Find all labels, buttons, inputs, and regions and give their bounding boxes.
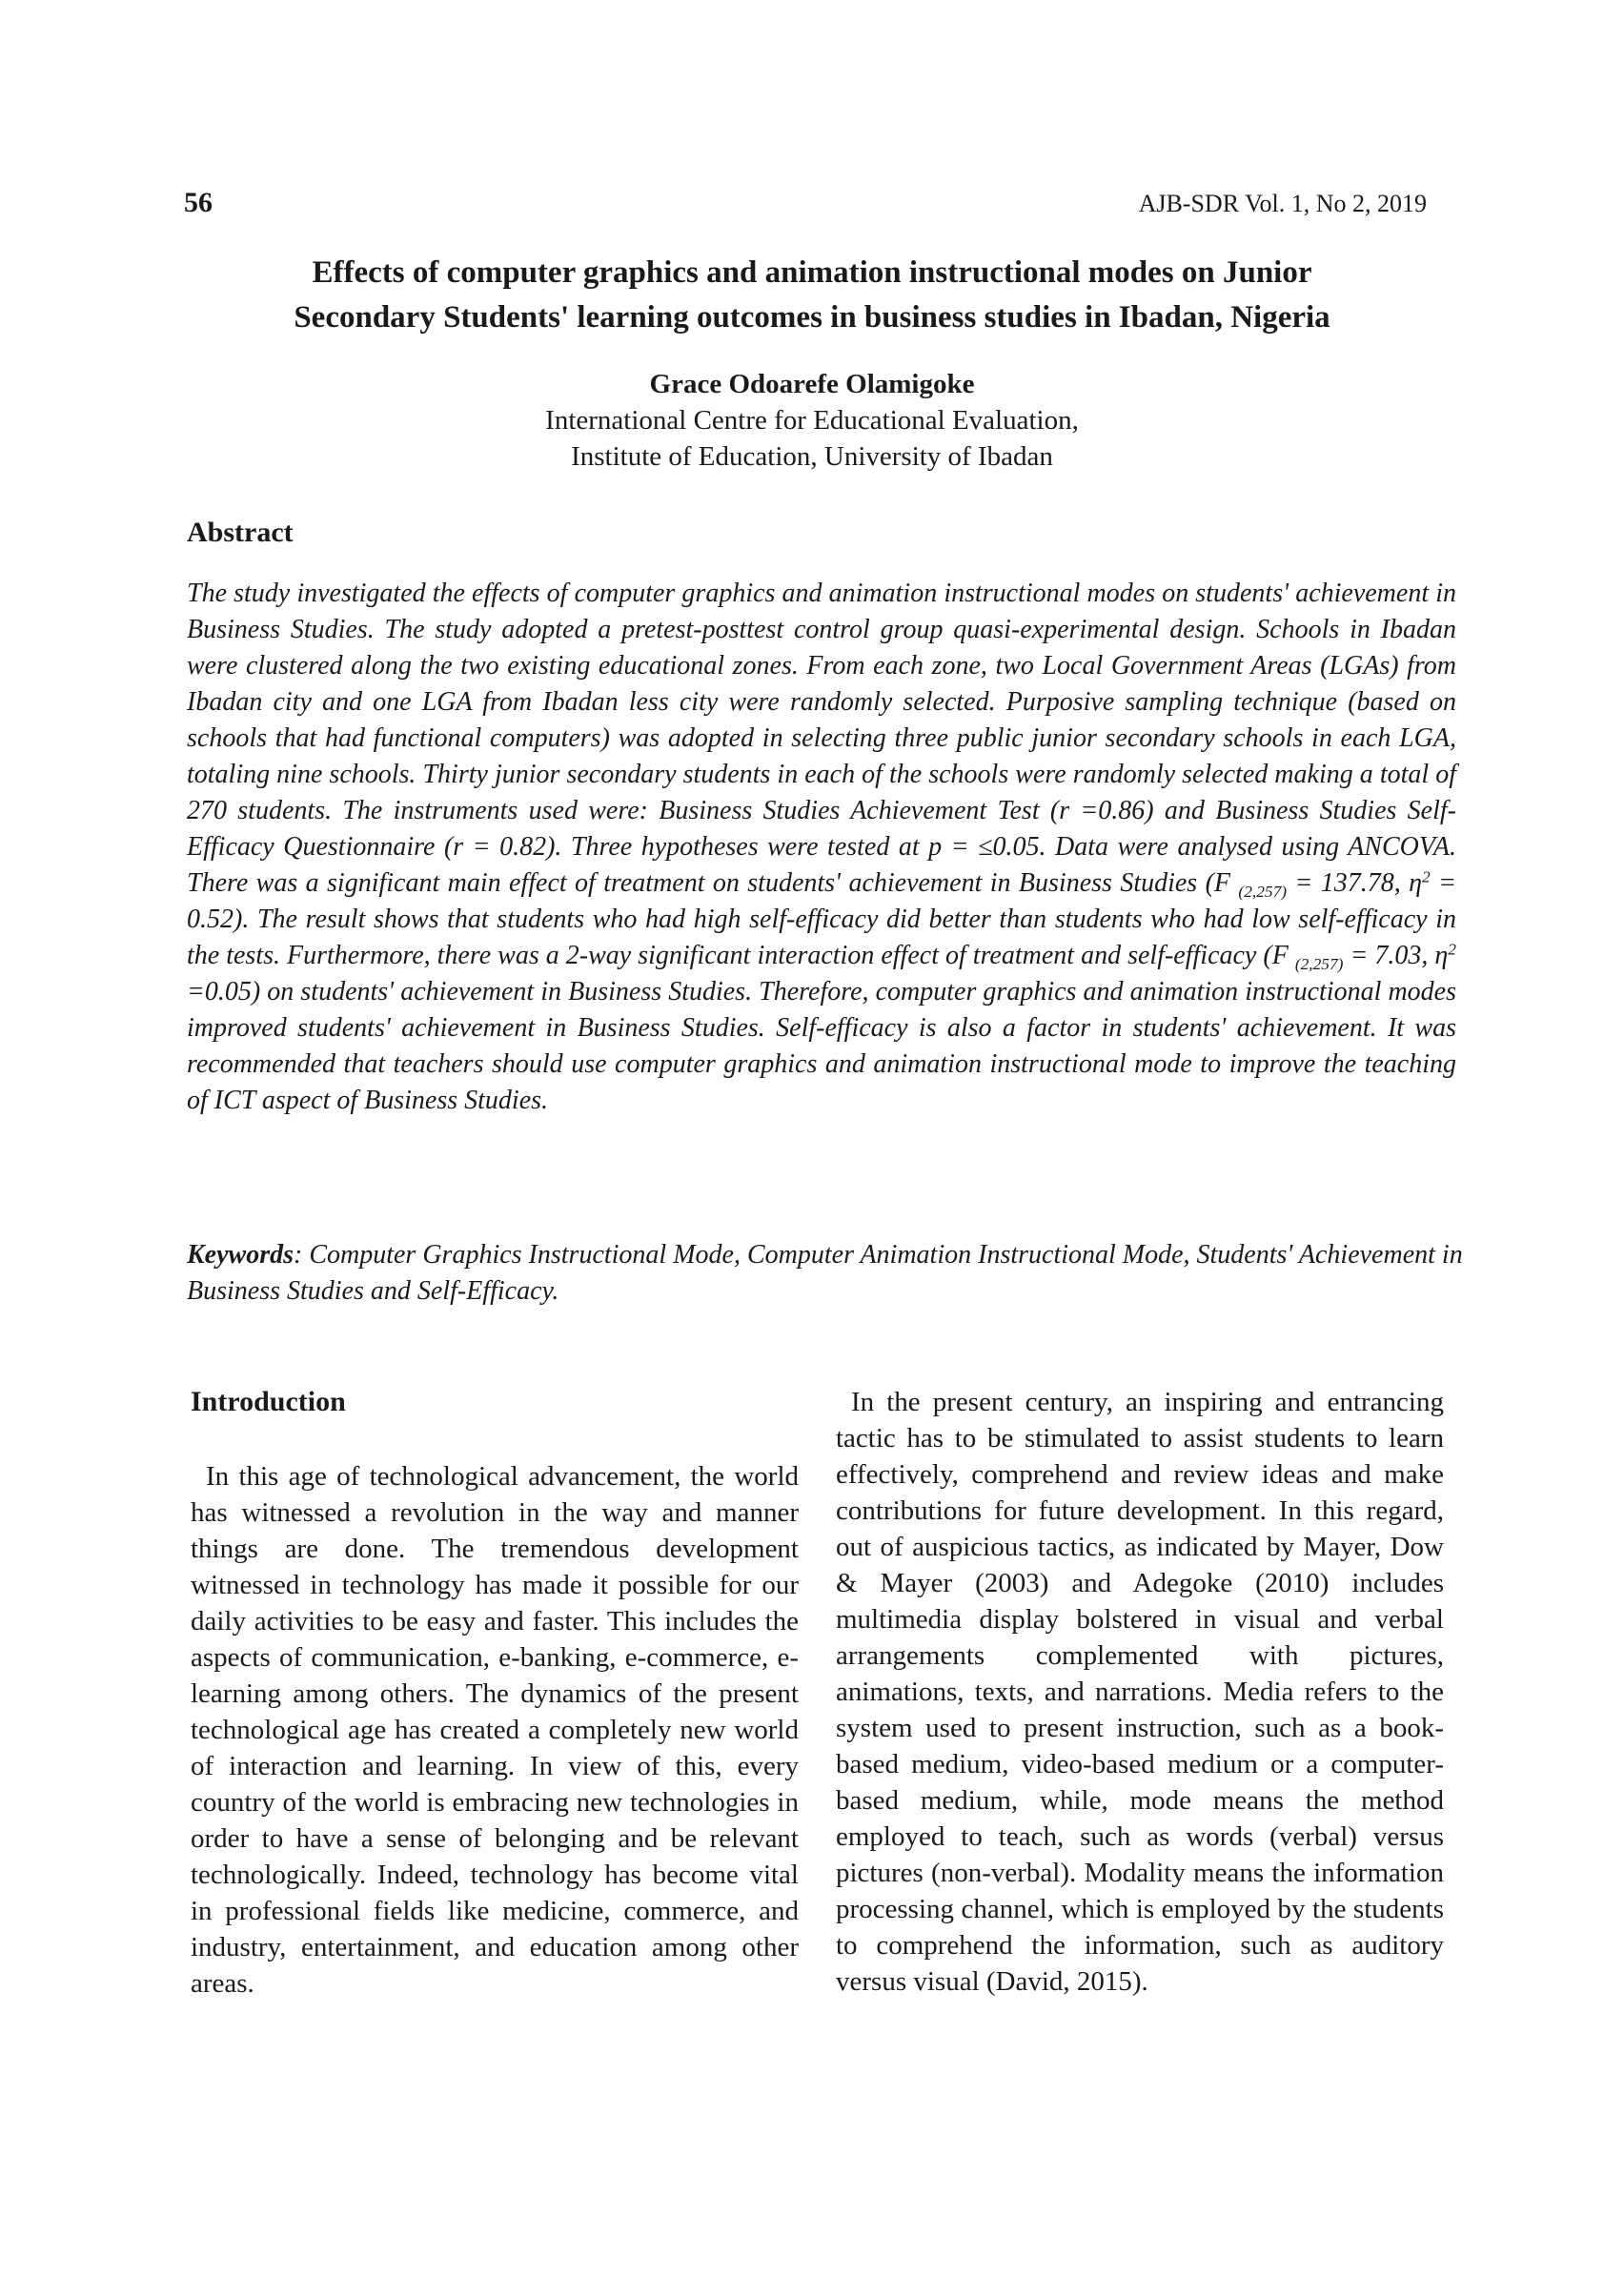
author-name: Grace Odoarefe Olamigoke bbox=[649, 369, 975, 399]
article-title-line-2: Secondary Students' learning outcomes in business studies in Ibadan, Nigeria bbox=[294, 300, 1330, 335]
affiliation-line-2: Institute of Education, University of Ibadan bbox=[571, 441, 1053, 472]
right-column bbox=[836, 1384, 1444, 2002]
page-number: 56 bbox=[184, 187, 213, 218]
keywords bbox=[187, 1237, 1464, 1310]
introduction-paragraph-left: In this age of technological advancement, the world has witnessed a revolution in the way and manner things are done. The tremendous development witnessed in technology has made it possible for our daily activities to be easy and faster. This includes the aspects of communication, e-banking, e-commerce, e-learning among others. The dynamics of the present technological age has created a completely new world of interaction and learning. In view of this, every country of the world is embracing new technologies in order to have a sense of belonging and be relevant technologically. Indeed, technology has become vital in professional fields like medicine, commerce, and industry, entertainment, and education among other areas. bbox=[191, 1461, 799, 1999]
byline bbox=[0, 366, 1624, 475]
affiliation-line-1: International Centre for Educational Evaluation, bbox=[545, 405, 1079, 436]
left-column bbox=[191, 1384, 799, 2002]
journal-reference: AJB-SDR Vol. 1, No 2, 2019 bbox=[1138, 190, 1427, 217]
abstract-text: The study investigated the effects of computer graphics and animation instructional modes on students' achievement in Business Studies. The study adopted a pretest-posttest control group quasi-experimental design. Schools in Ibadan were clustered along the two existing educational zones. From each zone, two Local Government Areas (LGAs) from Ibadan city and one LGA from Ibadan less city were randomly selected. Purposive sampling technique (based on schools that had functional computers) was adopted in selecting three public junior secondary schools in each LGA, totaling nine schools. Thirty junior secondary students in each of the schools were randomly selected making a total of 270 students. The instruments used were: Business Studies Achievement Test (r =0.86) and Business Studies Self-Efficacy Questionnaire (r = 0.82). Three hypotheses were tested at p = ≤0.05. Data were analysed using ANCOVA. There was a significant main effect of treatment on students' achievement in Business Studies (F $_{(2,257)}$ = 137.78, $\eta^2 = 0.52$). The result shows that students who had high self-efficacy did better than students who had low self-efficacy in the tests. Furthermore, there was a 2-way significant interaction effect of treatment and self-efficacy (F $_{(2,257)}$ = 7.03, $\eta^2 =0.05$) on students' achievement in Business Studies. Therefore, computer graphics and animation instructional modes improved students' achievement in Business Studies. Self-efficacy is also a factor in students' achievement. It was recommended that teachers should use computer graphics and animation instructional mode to improve the teaching of ICT aspect of Business Studies. bbox=[187, 579, 1456, 1115]
article-title-line-1: Effects of computer graphics and animation instructional modes on Junior bbox=[312, 255, 1312, 290]
keywords-text: : Computer Graphics Instructional Mode, Computer Animation Instructional Mode, Students' Achievement in Business Studies and Self-Efficacy. bbox=[187, 1240, 1463, 1306]
article-title bbox=[95, 251, 1529, 340]
abstract-heading: Abstract bbox=[187, 517, 294, 548]
introduction-columns bbox=[191, 1384, 1444, 2002]
page-header bbox=[184, 187, 1427, 219]
introduction-paragraph-right: In the present century, an inspiring and entrancing tactic has to be stimulated to assist students to learn effectively, comprehend and review ideas and make contributions for future development. In this regard, out of auspicious tactics, as indicated by Mayer, Dow & Mayer (2003) and Adegoke (2010) includes multimedia display bolstered in visual and verbal arrangements complemented with pictures, animations, texts, and narrations. Media refers to the system used to present instruction, such as a book-based medium, video-based medium or a computer-based medium, while, mode means the method employed to teach, such as words (verbal) versus pictures (non-verbal). Modality means the information processing channel, which is employed by the students to comprehend the information, such as auditory versus visual (David, 2015). bbox=[836, 1387, 1444, 1997]
introduction-heading: Introduction bbox=[191, 1386, 346, 1417]
keywords-label: Keywords bbox=[187, 1240, 294, 1270]
